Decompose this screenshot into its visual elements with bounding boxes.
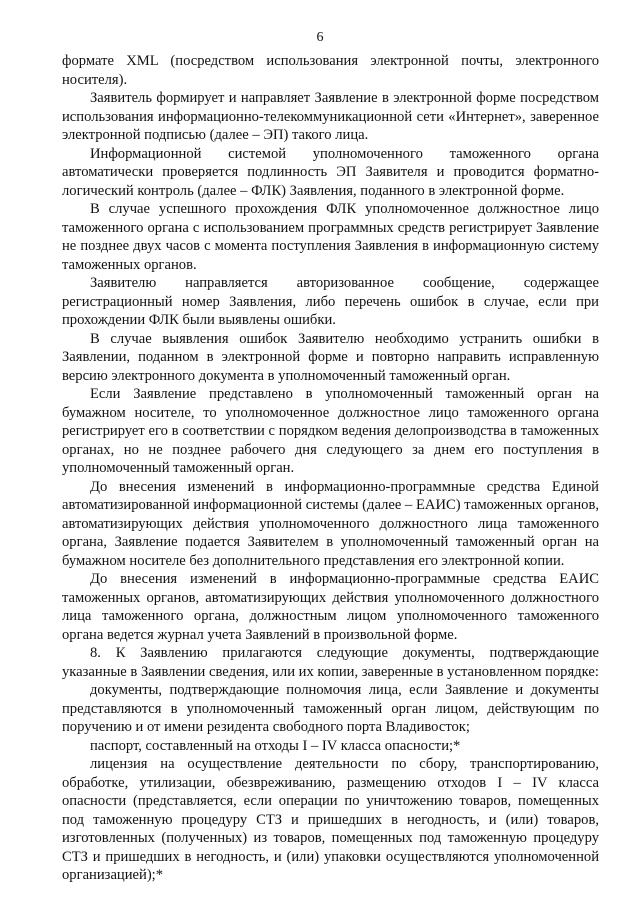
paragraph: Заявитель формирует и направляет Заявление в электронной форме посредством использования информационно-телекоммуникационной сети «Интернет», заверенное электронной подписью (далее – ЭП) такого лица.: [62, 90, 599, 143]
paragraph: До внесения изменений в информационно-программные средства ЕАИС таможенных органов, автоматизирующих действия уполномоченного должностного лица таможенного органа, должностным лицом уполномоченного таможенного органа ведется журнал учета Заявлений в произвольной форме.: [62, 571, 599, 643]
paragraph: В случае успешного прохождения ФЛК уполномоченное должностное лицо таможенного органа с использованием программных средств регистрирует Заявление не позднее двух часов с момента поступления Заявления в информационную систему таможенных органов.: [62, 201, 599, 273]
paragraph: Информационной системой уполномоченного таможенного органа автоматически проверяется подлинность ЭП Заявителя и проводится форматно-логический контроль (далее – ФЛК) Заявления, поданного в электронной форме.: [62, 145, 599, 199]
document-body: [62, 52, 599, 885]
paragraph: В случае выявления ошибок Заявителю необходимо устранить ошибки в Заявлении, поданном в электронной форме и повторно направить исправленную версию электронного документа в уполномоченный таможенный орган.: [62, 330, 599, 384]
paragraph: До внесения изменений в информационно-программные средства Единой автоматизированной информационной системы (далее – ЕАИС) таможенных органов, автоматизирующих действия уполномоченного должностного лица таможенного органа, Заявление подается Заявителем в уполномоченный таможенный орган на бумажном носителе без дополнительного представления его электронной копии.: [62, 478, 599, 569]
page-number: 6: [316, 30, 324, 45]
paragraph: лицензия на осуществление деятельности по сбору, транспортированию, обработке, утилизации, обезвреживанию, размещению отходов I – IV класса опасности (представляется, если операции по уничтожению товаров, помещенных под таможенную процедуру СТЗ и пришедших в негодность, и (или) товаров, изготовленных (полученных) из товаров, помещенных под таможенную процедуру СТЗ и пришедших в негодность, и (или) упаковки осуществляются уполномоченной организацией);*: [62, 756, 599, 883]
paragraph: Если Заявление представлено в уполномоченный таможенный орган на бумажном носителе, то уполномоченное должностное лицо таможенного органа регистрирует его в соответствии с порядком ведения делопроизводства в таможенных органах, но не позднее рабочего дня следующего за днем его поступления в уполномоченный таможенный орган.: [62, 386, 599, 476]
paragraph: документы, подтверждающие полномочия лица, если Заявление и документы представляются в уполномоченный таможенный орган лицом, действующим по поручению и от имени резидента свободного порта Владивосток;: [62, 682, 599, 735]
paragraph: Заявителю направляется авторизованное сообщение, содержащее регистрационный номер Заявления, либо перечень ошибок в случае, если при прохождении ФЛК были выявлены ошибки.: [62, 275, 599, 328]
paragraph: 8. К Заявлению прилагаются следующие документы, подтверждающие указанные в Заявлении сведения, или их копии, заверенные в установленном порядке:: [62, 645, 599, 680]
paragraph: паспорт, составленный на отходы I – IV класса опасности;*: [90, 737, 461, 754]
paragraph: формате XML (посредством использования электронной почты, электронного носителя).: [62, 53, 599, 88]
